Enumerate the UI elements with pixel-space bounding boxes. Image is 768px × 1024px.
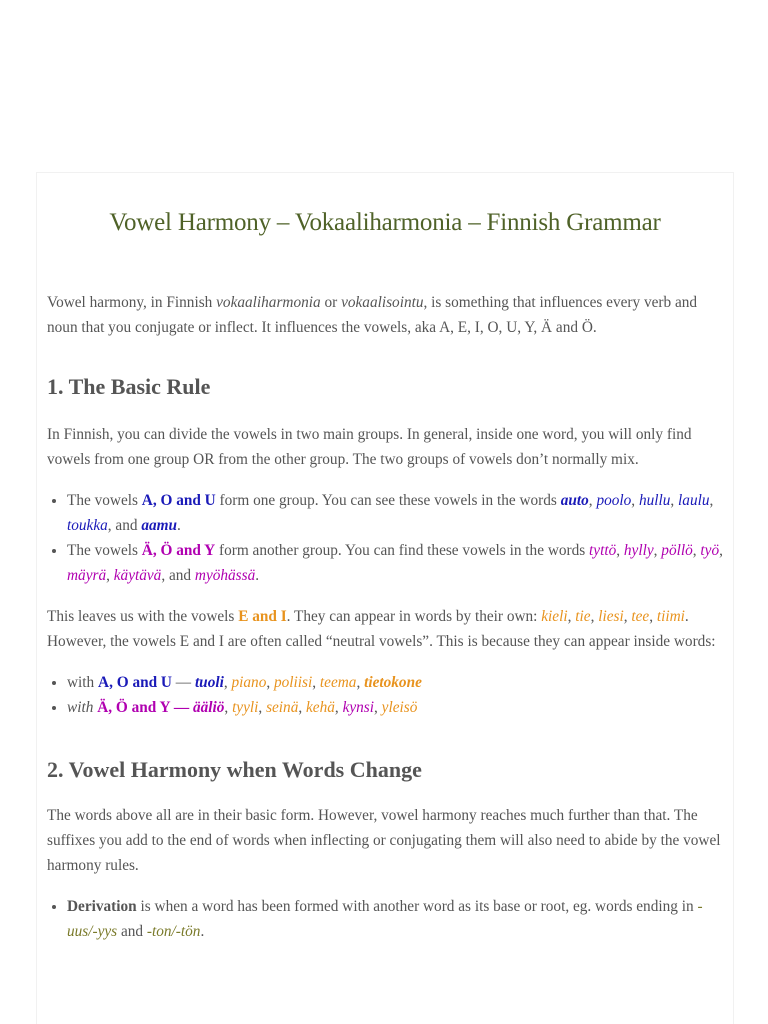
example-word: auto xyxy=(560,492,589,509)
front-vowels-label: Ä, Ö and Y — xyxy=(97,699,193,716)
front-vowels-label: Ä, Ö and Y xyxy=(141,542,216,559)
separator: , xyxy=(623,608,632,625)
list-item-back-vowels xyxy=(67,488,723,538)
list-text: with xyxy=(67,674,99,691)
separator: , xyxy=(616,542,624,559)
example-word: aamu xyxy=(141,517,178,534)
example-word: poliisi xyxy=(274,674,313,691)
example-word: liesi xyxy=(598,608,624,625)
back-vowels-label: A, O and U xyxy=(98,674,172,691)
separator: , xyxy=(567,608,576,625)
example-word: pöllö xyxy=(661,542,693,559)
separator: , xyxy=(692,542,701,559)
list-item-derivation xyxy=(67,894,723,944)
article-body xyxy=(37,209,733,944)
list-text: . xyxy=(177,517,181,534)
list-text: . xyxy=(200,923,205,940)
example-word: tee xyxy=(631,608,650,625)
list-text: and xyxy=(117,923,147,940)
back-vowels-label: A, O and U xyxy=(141,492,216,509)
example-word: laulu xyxy=(678,492,710,509)
words-change-paragraph: The words above all are in their basic form. However, vowel harmony reaches much further than that. The suffixes you add to the end of words when inflecting or conjugating them will also need to abide by the vowel harmony rules. xyxy=(47,807,721,874)
separator: , xyxy=(223,674,232,691)
example-word: mäyrä xyxy=(67,567,107,584)
example-word: piano xyxy=(231,674,267,691)
list-text: The vowels xyxy=(67,542,142,559)
separator: , xyxy=(670,492,679,509)
example-word: kehä xyxy=(306,699,335,716)
basic-rule-paragraph: In Finnish, you can divide the vowels in two main groups. In general, inside one word, you will only find vowels from one group OR from the other group. The two groups of vowels don’t normally mix. xyxy=(47,426,692,468)
separator: , xyxy=(588,492,597,509)
example-word: tyttö xyxy=(589,542,617,559)
example-word: tie xyxy=(575,608,591,625)
example-word: yleisö xyxy=(381,699,418,716)
term-vokaalisointu: vokaalisointu xyxy=(341,294,424,311)
separator: , xyxy=(258,699,267,716)
example-word: kynsi xyxy=(342,699,374,716)
example-word: tietokone xyxy=(364,674,422,691)
derivation-term: Derivation xyxy=(67,898,137,915)
paragraph-text: This leaves us with the vowels xyxy=(47,608,239,625)
example-word: toukka xyxy=(67,517,108,534)
suffix-example: -uus/-yys xyxy=(67,898,703,940)
example-word: poolo xyxy=(596,492,632,509)
separator: , xyxy=(719,542,723,559)
term-vokaaliharmonia: vokaaliharmonia xyxy=(216,294,321,311)
intro-text: Vowel harmony, in Finnish xyxy=(47,294,217,311)
paragraph-text: . They can appear in words by their own: xyxy=(286,608,542,625)
list-text: with xyxy=(67,699,98,716)
separator: , xyxy=(224,699,233,716)
intro-text: , is something that influences every verb and noun that you conjugate or inflect. It influences the vowels, aka A, E, I, O, U, Y, Ä and Ö. xyxy=(47,294,698,336)
list-text: , and xyxy=(107,517,142,534)
page-title: Vowel Harmony – Vokaaliharmonia – Finnish Grammar xyxy=(109,209,661,236)
neutral-vowels-label: E and I xyxy=(238,608,287,625)
paragraph-text: . However, the vowels E and I are often called “neutral vowels”. This is because they can appear inside words: xyxy=(47,608,716,650)
section-heading-basic-rule: 1. The Basic Rule xyxy=(47,374,211,399)
article-card xyxy=(36,172,734,1024)
separator: , xyxy=(590,608,599,625)
suffix-example: -ton/-tön xyxy=(146,923,201,940)
example-word: kieli xyxy=(541,608,568,625)
example-word: tyyli xyxy=(232,699,259,716)
separator: , xyxy=(631,492,639,509)
example-word: myöhässä xyxy=(194,567,256,584)
example-word: teema xyxy=(319,674,357,691)
separator: , xyxy=(374,699,382,716)
separator: , xyxy=(709,492,714,509)
separator: , xyxy=(106,567,114,584)
list-item-with-front-vowels xyxy=(67,695,723,720)
list-item-with-back-vowels xyxy=(67,670,723,695)
section-heading-words-change: 2. Vowel Harmony when Words Change xyxy=(47,757,422,782)
list-text: form one group. You can see these vowels in the words xyxy=(215,492,561,509)
neutral-vowels-paragraph xyxy=(47,604,723,654)
example-word: hylly xyxy=(623,542,654,559)
separator: , xyxy=(653,542,662,559)
intro-paragraph xyxy=(47,290,723,340)
intro-text: or xyxy=(320,294,342,311)
separator: , xyxy=(312,674,320,691)
example-word: hullu xyxy=(638,492,671,509)
example-word: seinä xyxy=(266,699,299,716)
list-text: , and xyxy=(161,567,195,584)
list-text: form another group. You can find these vowels in the words xyxy=(215,542,590,559)
vowel-groups-list xyxy=(47,488,723,588)
list-text: The vowels xyxy=(67,492,142,509)
separator: , xyxy=(356,674,365,691)
list-text: — xyxy=(171,674,195,691)
neutral-examples-list xyxy=(47,670,723,720)
list-item-front-vowels xyxy=(67,538,723,588)
example-word: käytävä xyxy=(113,567,162,584)
separator: , xyxy=(334,699,343,716)
list-text: is when a word has been formed with another word as its base or root, eg. words ending in xyxy=(136,898,698,915)
example-word: tuoli xyxy=(194,674,224,691)
separator: , xyxy=(266,674,274,691)
example-word: työ xyxy=(700,542,720,559)
separator: , xyxy=(298,699,307,716)
change-types-list xyxy=(47,894,723,944)
example-word: tiimi xyxy=(656,608,685,625)
list-text: . xyxy=(255,567,260,584)
example-word: ääliö xyxy=(192,699,225,716)
separator: , xyxy=(649,608,657,625)
